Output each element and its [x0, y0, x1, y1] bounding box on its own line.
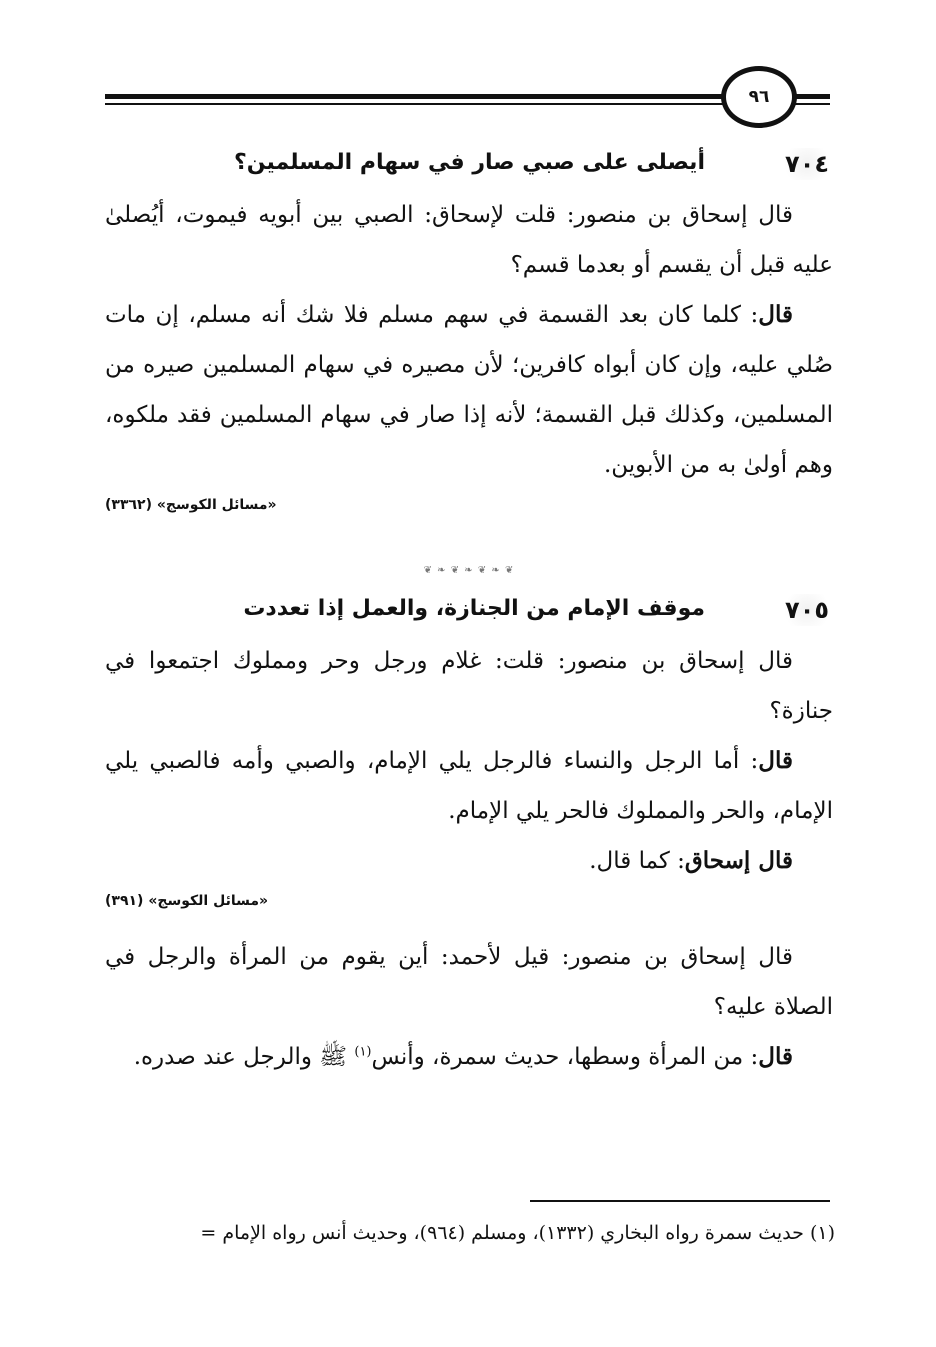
footnote: (١) حديث سمرة رواه البخاري (١٣٣٢)، ومسلم (٩٦٤)، وحديث أنس رواه الإمام = — [200, 1222, 835, 1244]
answer-label: قال — [758, 301, 793, 328]
page-number: ٩٦ — [748, 87, 770, 107]
header-rule-thin — [105, 103, 725, 105]
footnote-reference[interactable]: (١) — [354, 1044, 372, 1060]
answer-text: : أما الرجل والنساء فالرجل يلي الإمام، والصبي وأمه فالصبي يلي الإمام، والحر والمملوك فالحر يلي الإمام. — [105, 748, 833, 824]
answer-paragraph — [105, 1032, 833, 1082]
answer-label: قال — [758, 747, 793, 774]
question-paragraph: قال إسحاق بن منصور: قيل لأحمد: أين يقوم من المرأة والرجل في الصلاة عليه؟ — [105, 944, 833, 1020]
source-citation: «مسائل الكوسج» (٣٣٦٢) — [105, 497, 277, 513]
section-title: أيصلى على صبي صار في سهام المسلمين؟ — [233, 150, 705, 175]
answer-paragraph — [105, 290, 833, 490]
answer-paragraph — [105, 736, 833, 836]
header-rule-right-thick — [795, 94, 830, 99]
answer-text: : كما قال. — [589, 848, 685, 874]
footnote-separator — [530, 1200, 830, 1202]
answer-text: ﷺ والرجل عند صدره. — [133, 1044, 355, 1070]
header-rule-thick — [105, 94, 725, 99]
section-number: ٧٠٤ — [779, 148, 835, 180]
source-citation: «مسائل الكوسج» (٣٩١) — [105, 893, 269, 909]
section-705-heading — [105, 592, 833, 636]
section-divider-ornament: ❦ ❧ ❦ ❧ ❦ ❧ ❦ — [423, 565, 515, 576]
answer-paragraph — [105, 836, 833, 886]
answer-text: : كلما كان بعد القسمة في سهم مسلم فلا شك أنه مسلم، إن مات صُلي عليه، وإن كان أبواه كافرين؛ لأن مصيره في سهام المسلمين صيره من المسلمين، وكذلك قبل القسمة؛ لأنه إذا صار في سهام المسلمين فقد ملكوه، وهم أولىٰ به من الأبوين. — [105, 302, 833, 478]
section-704-heading — [105, 146, 833, 190]
page-header — [0, 0, 936, 130]
question-paragraph: قال إسحاق بن منصور: قلت لإسحاق: الصبي بين أبويه فيموت، أيُصلىٰ عليه قبل أن يقسم أو بعدما قسم؟ — [105, 202, 833, 278]
answer-label: قال — [758, 1043, 793, 1070]
answer-label: قال إسحاق — [684, 847, 793, 874]
page-body — [105, 140, 833, 1082]
section-title: موقف الإمام من الجنازة، والعمل إذا تعددت — [243, 596, 705, 621]
section-number: ٧٠٥ — [779, 594, 835, 626]
question-paragraph: قال إسحاق بن منصور: قلت: غلام ورجل وحر ومملوك اجتمعوا في جنازة؟ — [105, 648, 833, 724]
answer-text: : من المرأة وسطها، حديث سمرة، وأنس — [371, 1044, 759, 1070]
header-rule-right-thin — [795, 103, 830, 105]
page-number-badge — [721, 66, 797, 128]
